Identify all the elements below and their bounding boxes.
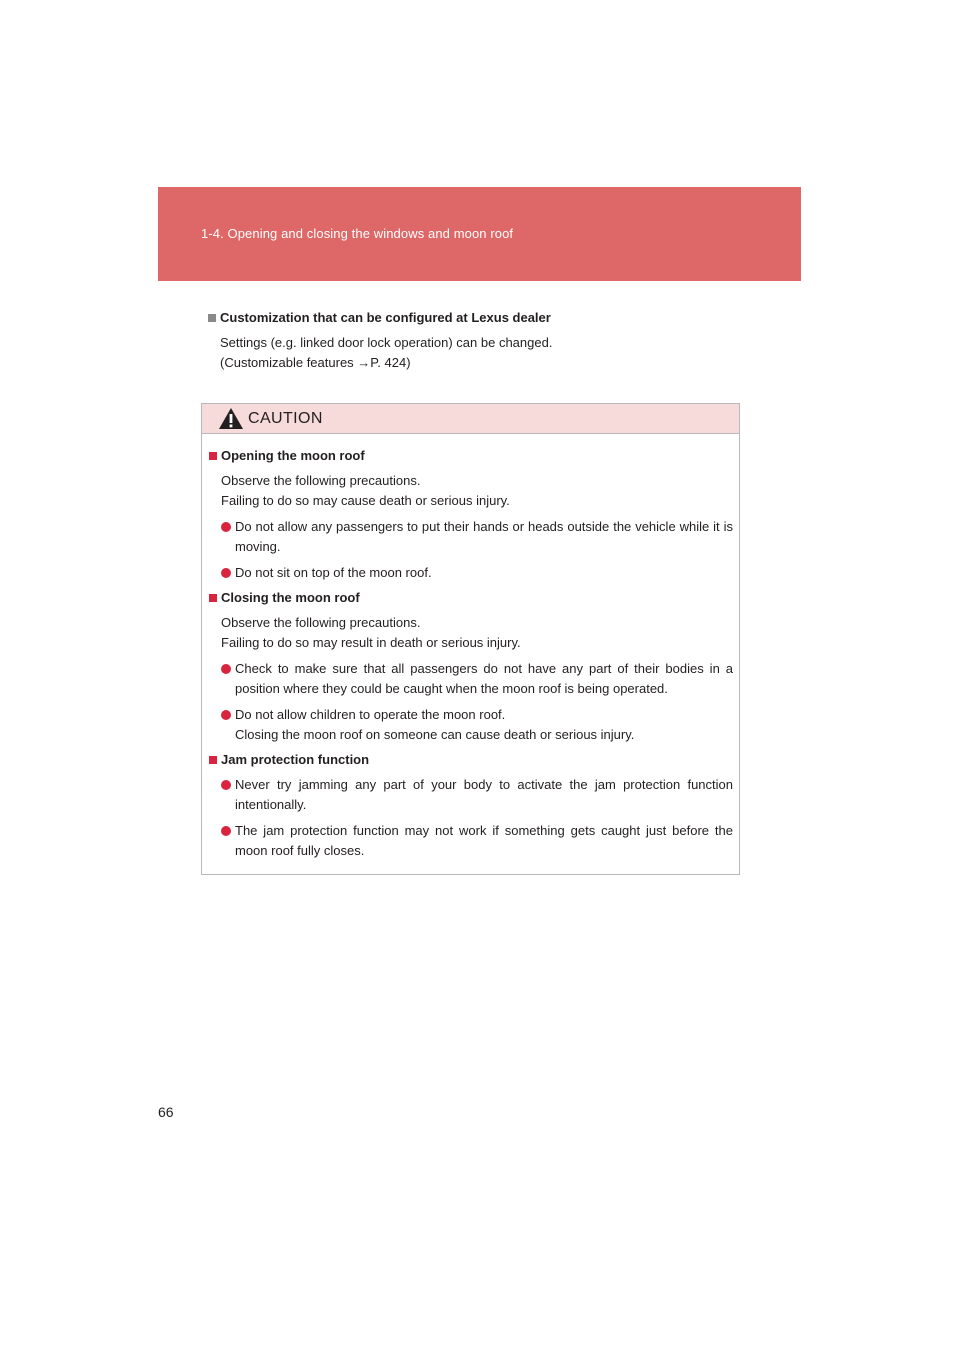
section-heading-text: Jam protection function <box>221 752 370 767</box>
caution-label: CAUTION <box>248 409 323 427</box>
list-item-text: Check to make sure that all passengers do not have any part of their bodies in a position where they could be caught when the moon roof is being operated. <box>235 661 733 696</box>
list-item-line: Do not allow children to operate the moon roof. <box>235 707 506 722</box>
section-intro <box>209 613 733 653</box>
list-item <box>209 775 733 815</box>
square-bullet-icon <box>209 452 217 460</box>
list-item-text <box>235 705 733 745</box>
list-item <box>209 705 733 745</box>
list-item-text: Never try jamming any part of your body to activate the jam protection function intentionally. <box>235 777 733 812</box>
chapter-header-band <box>158 187 801 281</box>
customization-heading-text: Customization that can be configured at Lexus dealer <box>220 310 551 325</box>
list-item-line: Closing the moon roof on someone can cause death or serious injury. <box>235 727 635 742</box>
caution-box <box>201 403 740 875</box>
intro-line: Observe the following precautions. <box>221 615 421 630</box>
section-heading-text: Opening the moon roof <box>221 448 365 463</box>
caution-content <box>202 434 739 861</box>
round-bullet-icon <box>221 710 231 720</box>
square-bullet-icon <box>209 594 217 602</box>
section-heading-closing <box>209 589 733 607</box>
list-item <box>209 659 733 699</box>
list-item <box>209 821 733 861</box>
customization-section <box>208 309 768 373</box>
page-number: 66 <box>158 1104 174 1120</box>
list-item-text: The jam protection function may not work if something gets caught just before the moon roof fully closes. <box>235 823 733 858</box>
intro-line: Observe the following precautions. <box>221 473 421 488</box>
list-item-text: Do not sit on top of the moon roof. <box>235 565 432 580</box>
section-heading-opening <box>209 447 733 465</box>
round-bullet-icon <box>221 826 231 836</box>
section-heading-text: Closing the moon roof <box>221 590 360 605</box>
square-bullet-icon <box>208 314 216 322</box>
section-intro <box>209 471 733 511</box>
customization-text <box>208 333 768 373</box>
chapter-title: 1-4. Opening and closing the windows and moon roof <box>201 226 514 241</box>
round-bullet-icon <box>221 780 231 790</box>
intro-line: Failing to do so may result in death or serious injury. <box>221 635 521 650</box>
square-bullet-icon <box>209 756 217 764</box>
list-item <box>209 517 733 557</box>
list-item-text: Do not allow any passengers to put their hands or heads outside the vehicle while it is moving. <box>235 519 733 554</box>
intro-line: Failing to do so may cause death or serious injury. <box>221 493 510 508</box>
round-bullet-icon <box>221 664 231 674</box>
list-item <box>209 563 733 583</box>
warning-triangle-icon <box>218 407 244 430</box>
round-bullet-icon <box>221 568 231 578</box>
section-heading-jam-protection <box>209 751 733 769</box>
caution-header <box>202 404 739 434</box>
round-bullet-icon <box>221 522 231 532</box>
customization-page-reference: (Customizable features →P. 424) <box>220 355 411 370</box>
customization-heading <box>208 309 768 327</box>
customization-line: Settings (e.g. linked door lock operation) can be changed. <box>220 335 553 350</box>
